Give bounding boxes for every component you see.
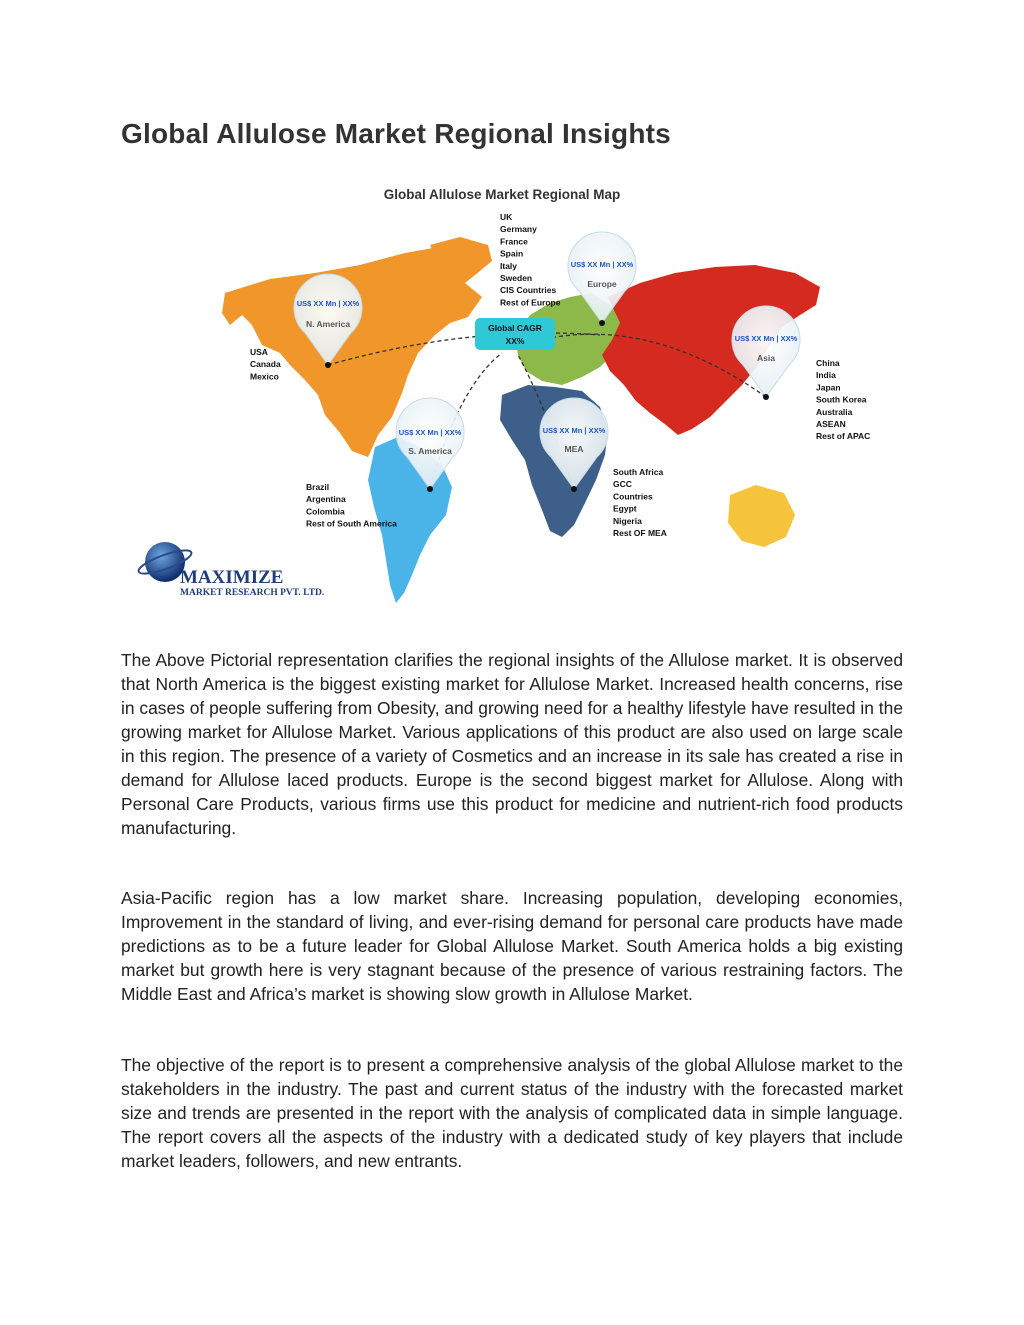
global-cagr-badge (475, 318, 555, 350)
north-america-pin-name: N. America (305, 319, 351, 329)
country-item: Australia (816, 406, 853, 417)
country-item: UK (500, 212, 513, 222)
cagr-value: XX% (505, 336, 525, 346)
country-item: ASEAN (816, 419, 846, 429)
country-item: Argentina (306, 494, 346, 505)
country-item: Brazil (306, 482, 330, 492)
map-title: Global Allulose Market Regional Map (383, 187, 621, 202)
north-america-pin-value: US$ XX Mn | XX% (296, 299, 360, 308)
asia-pin-value: US$ XX Mn | XX% (734, 334, 798, 343)
mea-pin-name: MEA (564, 444, 584, 454)
regional-map-svg (130, 175, 900, 605)
company-logo (136, 542, 324, 598)
mea-countries (613, 467, 667, 538)
asia-pin (732, 306, 800, 400)
regional-map-figure (130, 175, 900, 605)
globe-icon (145, 542, 185, 582)
country-item: Rest OF MEA (613, 528, 667, 538)
country-item: Colombia (306, 506, 345, 517)
country-item: Sweden (500, 273, 533, 283)
south-america-pin-value: US$ XX Mn | XX% (398, 428, 462, 437)
country-item: Japan (816, 382, 841, 393)
south-america-pin-name: S. America (408, 446, 452, 456)
country-item: India (816, 370, 836, 381)
mea-pin-value: US$ XX Mn | XX% (542, 426, 606, 435)
paragraph-report-objective: The objective of the report is to present a comprehensive analysis of the global Allulose market to the stakeholders in the industry. The past and current status of the industry with the forecasted market size and trends are presented in the report with the analysis of complicated data in simple language. The report covers all the aspects of the industry with a dedicated study of key players that include market leaders, followers, and new entrants. (121, 1055, 903, 1171)
page-title: Global Allulose Market Regional Insights (121, 118, 671, 149)
country-item: CIS Countries (500, 285, 557, 296)
oceania-region (728, 485, 795, 547)
logo-word: MAXIMIZE (180, 567, 284, 588)
paragraph-regional-overview: The Above Pictorial representation clarifies the regional insights of the Allulose market. It is observed that North America is the biggest existing market for Allulose Market. Increased health concerns, rise in cases of people suffering from Obesity, and growing need for a healthy lifestyle have resulted in the growing market for Allulose Market. Various applications of this product are also used on large scale in this region. The presence of a variety of Cosmetics and an increase in its sale has created a rise in demand for Allulose laced products. Europe is the second biggest market for Allulose. Along with Personal Care Products, various firms use this product for medicine and nutrient-rich food products manufacturing. (121, 650, 903, 838)
country-item: South Korea (816, 394, 867, 405)
paragraph-asia-pacific: Asia-Pacific region has a low market share. Increasing population, developing economies, Improvement in the standard of living, and ever-rising demand for personal care products have made predictions as to be a future leader for Global Allulose Market. South America holds a big existing market but growth here is very stagnant because of the presence of various restraining factors. The Middle East and Africa’s market is showing slow growth in Allulose Market. (121, 888, 903, 1004)
country-item: Egypt (613, 503, 637, 514)
country-item: Countries (613, 491, 653, 502)
logo-sub: MARKET RESEARCH PVT. LTD. (180, 588, 325, 598)
north-america-countries (250, 347, 281, 381)
asia-pin-name: Asia (757, 353, 775, 363)
country-item: Rest of South America (306, 518, 397, 529)
asia-countries (816, 358, 870, 441)
country-item: Germany (500, 224, 537, 235)
country-item: Rest of Europe (500, 297, 561, 308)
country-item: Spain (500, 248, 524, 259)
country-item: Mexico (250, 371, 279, 382)
europe-countries (500, 212, 561, 307)
country-item: USA (250, 347, 268, 357)
europe-pin-name: Europe (587, 279, 617, 289)
country-item: China (816, 358, 840, 368)
country-item: Rest of APAC (816, 431, 871, 442)
cagr-label: Global CAGR (488, 323, 542, 333)
country-item: Canada (250, 359, 281, 370)
country-item: Nigeria (613, 515, 642, 526)
country-item: Italy (500, 260, 518, 271)
country-item: GCC (613, 479, 632, 490)
country-item: France (500, 236, 528, 247)
country-item: South Africa (613, 467, 664, 477)
europe-pin-value: US$ XX Mn | XX% (570, 260, 634, 269)
